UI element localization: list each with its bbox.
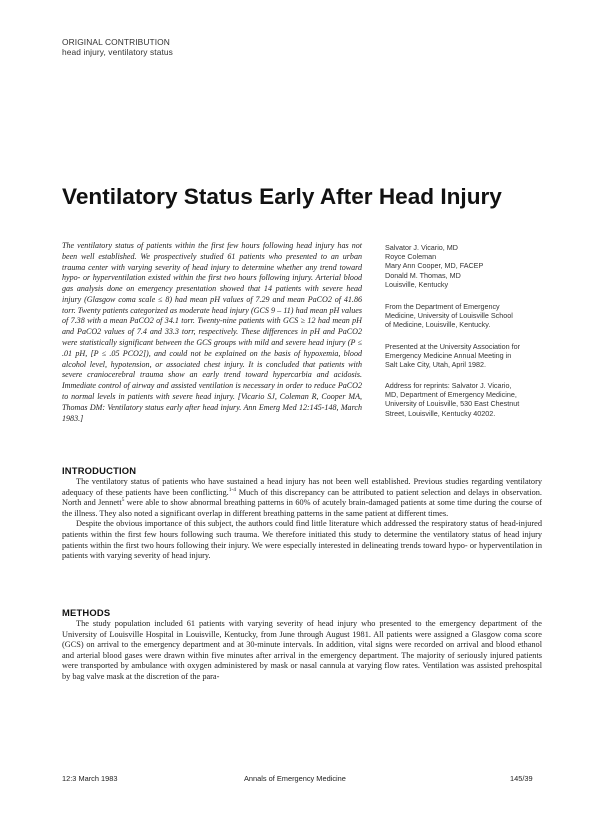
keywords: head injury, ventilatory status: [62, 47, 173, 57]
presentation-line: Salt Lake City, Utah, April 1982.: [385, 360, 486, 370]
intro-text: were able to show abnormal breathing patterns in 60% of acutely brain-damaged patients at some time during the course of the illness. They also noted a significant overlap in different breathing patterns in the same patient at different times.: [62, 498, 542, 518]
intro-text: Much of this discrepancy can be attributed to patient selection and delays in observation. North and Jennett: [62, 487, 542, 508]
abstract: The ventilatory status of patients within the first few hours following head injury has not been well established. We prospectively studied 61 patients who presented to an urban trauma center with varying severity of head injury to determine whether any trend toward hypo- or hyperventilation existed within the first two hours following injury. Arterial blood gas analysis done on emergency presentation showed that 14 patients with severe head injury (Glasgow coma scale ≤ 8) had mean pH values of 7.29 and mean PaCO2 of 41.86 torr. Twenty patients categorized as moderate head injury (GCS 9 – 11) had mean pH values of 7.38 with a mean PaCO2 of 34.1 torr. Twenty-nine patients with GCS ≥ 12 had mean pH and PaCO2 values of 7.4 and 33.3 torr, respectively. These differences in pH and PaCO2 were statistically significant between the GCS groups with mild and severe head injury (P ≤ .01 pH, [P ≤ .05 PCO2]), and could not be explained on the basis of hypoxemia, blood alcohol level, hypotension, or associated chest injury. It is concluded that patients with severe craniocerebral trauma show an early trend toward hypercarbia and acidosis. Immediate control of airway and assisted ventilation is necessary in order to reduce PaCO2 to normal levels in patients with severe head injury. [Vicario SJ, Coleman R, Cooper MA, Thomas DM: Ventilatory status early after head injury. Ann Emerg Med 12:145-148, March 1983.]: [62, 241, 362, 423]
footer-journal: Annals of Emergency Medicine: [244, 774, 346, 783]
reprints-line: Street, Louisville, Kentucky 40202.: [385, 408, 496, 418]
presentation-line: Presented at the University Association for: [385, 342, 521, 351]
footer-page: 145/39: [510, 774, 533, 783]
footer-issue: 12:3 March 1983: [62, 774, 118, 783]
affiliation-line: of Medicine, Louisville, Kentucky.: [385, 320, 491, 330]
affiliation-line: Medicine, University of Louisville School: [385, 311, 513, 321]
author-list: [385, 243, 547, 289]
methods-paragraph: The study population included 61 patients with varying severity of head injury who presented to the emergency department of the University of Louisville Hospital in Louisville, Kentucky, from June through August 1981. All patients were assigned a Glasgow coma score (GCS) on arrival to the emergency department and at 30-minute intervals. In addition, vital signs were recorded on arrival and blood ethanol and arterial blood gases were drawn within five minutes after arrival in the emergency department. The majority of seriously injured patients were transported by ambulance with oxygen administered by mask or nasal cannula at varying flow rates. Ventilation was assisted prehospital by bag valve mask at the discretion of the para-: [62, 619, 542, 681]
reprints-line: Address for reprints: Salvator J. Vicario,: [385, 381, 512, 390]
reprints-line: MD, Department of Emergency Medicine,: [385, 390, 517, 400]
reprints-address: [385, 381, 547, 418]
introduction-paragraph: [62, 477, 542, 519]
author-line: Donald M. Thomas, MD: [385, 270, 461, 280]
affiliation-line: From the Department of Emergency: [385, 302, 500, 311]
citation: 5: [121, 497, 125, 504]
introduction-paragraph: Despite the obvious importance of this subject, the authors could find little literature which addressed the respiratory status of head-injured patients within the first few hours following such trauma. We therefore initiated this study to determine the ventilatory status of head injury patients within the first two hours following their injury. We were especially interested in delineating trends toward hypo- or hyperventilation in patients with varying severity of head injury.: [62, 519, 542, 561]
article-title: Ventilatory Status Early After Head Injury: [62, 184, 502, 209]
reprints-line: University of Louisville, 530 East Chestnut: [385, 399, 520, 409]
methods-body: [62, 619, 542, 683]
section-label: ORIGINAL CONTRIBUTION: [62, 37, 170, 47]
presentation-note: [385, 342, 547, 370]
introduction-heading: INTRODUCTION: [62, 465, 137, 476]
author-line: Mary Ann Cooper, MD, FACEP: [385, 261, 484, 271]
introduction-body: [62, 477, 542, 562]
author-line: Royce Coleman: [385, 252, 437, 262]
author-line: Salvator J. Vicario, MD: [385, 243, 458, 252]
presentation-line: Emergency Medicine Annual Meeting in: [385, 351, 512, 361]
author-location: Louisville, Kentucky: [385, 279, 449, 289]
affiliation: [385, 302, 547, 330]
methods-heading: METHODS: [62, 607, 111, 618]
citation: 1-4: [228, 486, 237, 493]
article-header: [62, 37, 173, 57]
intro-text: The ventilatory status of patients who have sustained a head injury has not been well established. Previous studies regarding ventilatory adequacy of these patients have been conflicting.: [62, 477, 542, 497]
